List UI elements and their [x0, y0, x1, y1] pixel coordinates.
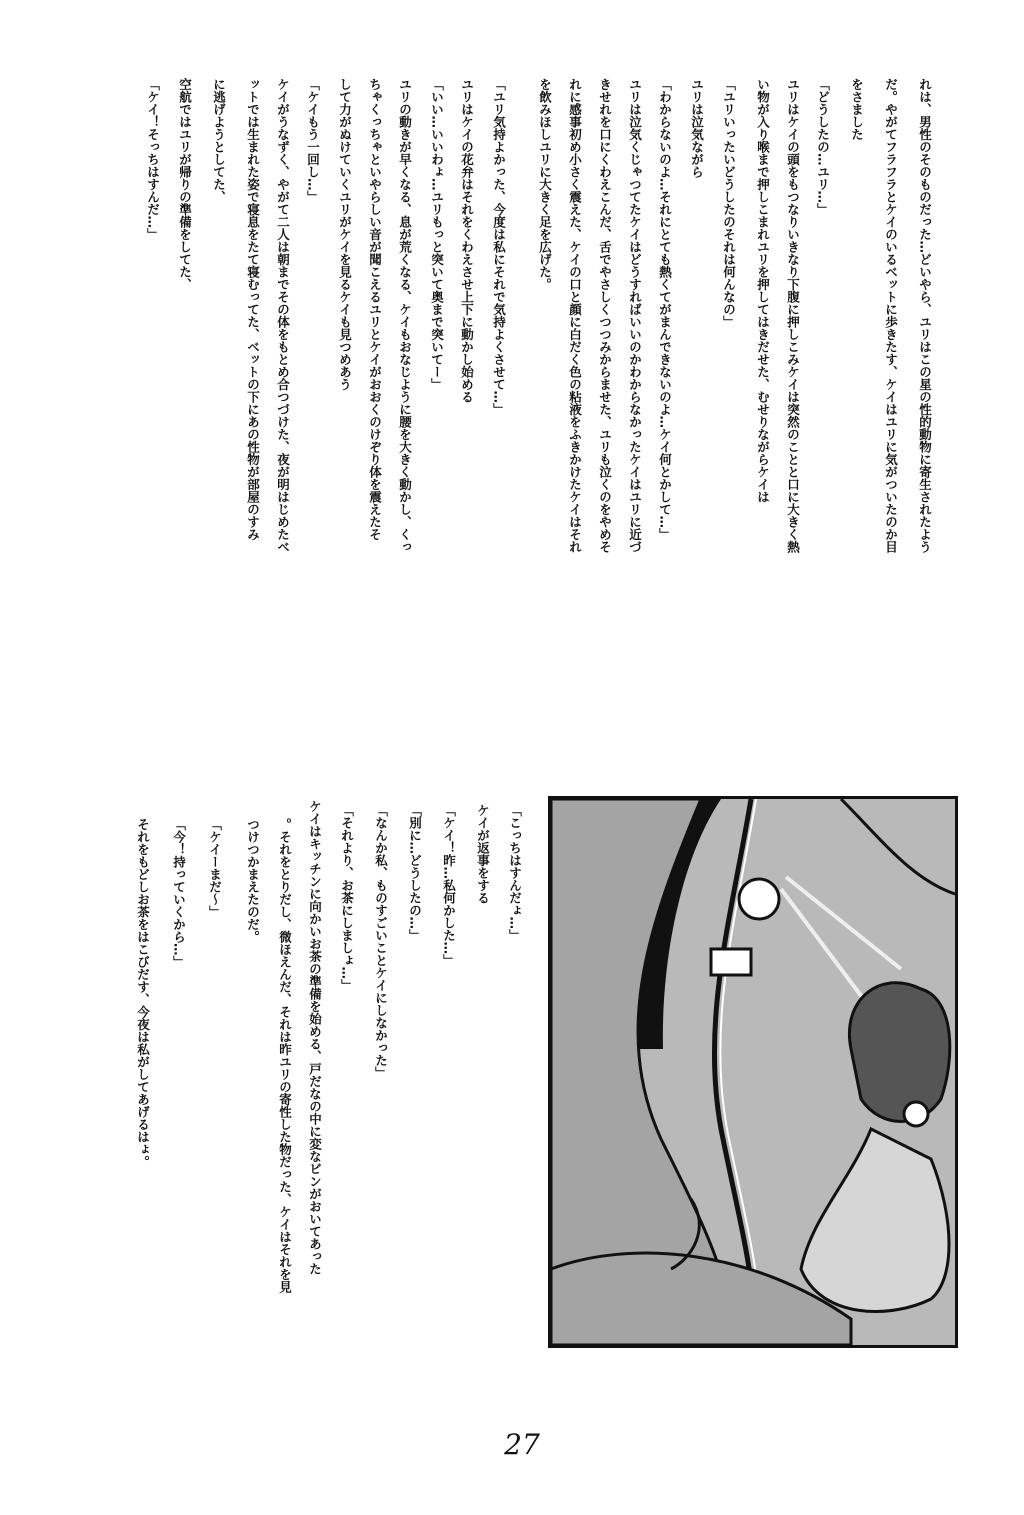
upper-text-block [100, 62, 950, 722]
text-column: ユリはケイの花弁はそれをくわえさせ上下に動かし始める [459, 78, 475, 403]
text-column: ットでは生まれた姿で寝息をたて寝むってた、ベットの下にあの性物が部屋のすみ [245, 78, 261, 541]
text-column: い物が入り喉まで押しこまれユリを押してはきだせた、むせりながらケイは [755, 78, 771, 503]
text-column: 「いい…いいわょ…ユリもっと突いて奥まで突いてー」 [429, 78, 445, 391]
text-column: 「なんか私、ものすごいことケイにしなかった」 [373, 804, 389, 1079]
text-column: 「ケイ！昨…私何かした…」 [441, 804, 457, 967]
text-column: つけつかまえたのだ。 [245, 818, 261, 943]
text-column: して力がぬけていくユリがケイを見るケイも見つめあう [337, 78, 353, 391]
text-column: 「それより、お茶にしましょ…」 [339, 804, 355, 992]
text-column: それをもどしお茶をはこびだす、今夜は私がしてあげるはょ。 [135, 818, 151, 1168]
text-column: 「わからないのよ…それにとても熱くてがまんできないのよ…ケイ何とかして…」 [657, 78, 673, 541]
manga-illustration-panel [548, 796, 958, 1348]
text-column: 「こっちはすんだょ…」 [507, 804, 523, 942]
text-column: に逃げようとしてた、 [211, 78, 227, 203]
illustration-art [551, 799, 955, 1345]
lower-text-block [120, 800, 540, 1410]
text-column: 。それをとりだし、微ほえんだ、それは昨ユリの寄性した物だった、ケイはそれを見 [277, 818, 293, 1293]
text-column: ケイはキッチンに向かいお茶の準備を始める、戸だなの中に変なビンがおいてあった [307, 800, 323, 1275]
text-column: れは、男性のそのものだった…どいやら、ユリはこの星の性的動物に寄生されたよう [917, 78, 933, 553]
text-column: ケイがうなずく、やがて二人は朝までその体をもとめ合つづけた、夜が明はじめたベ [275, 78, 291, 553]
text-column: ケイが返事をする [475, 804, 491, 904]
text-column: 「どうしたの…ユリ…」 [815, 78, 831, 216]
text-column: ユリはケイの頭をもつなりいきなり下腹に押しこみケイは突然のことと口に大きく熱 [785, 78, 801, 553]
text-column: きせれを口にくわえこんだ、舌でやさしくつつみからませた、ユリも泣くのをやめそ [597, 78, 613, 553]
text-column: 「今！持っていくから…」 [171, 818, 187, 968]
text-column: を飲みほしユリに大きく足を広げた。 [537, 78, 553, 291]
text-column: 空航ではユリが帰りの準備をしてた、 [177, 78, 193, 291]
text-column: 「ケイ！そっちはすんだ…」 [145, 78, 161, 241]
text-column: をさました [849, 78, 865, 141]
text-column: ユリの動きが早くなる、息が荒くなる、ケイもおなじように腰を大きく動かし、くっ [397, 78, 413, 553]
page-number: 27 [504, 1428, 540, 1461]
text-column: ユリは泣気くじゃつてたケイはどうすればいいのかわからなかったケイはユリに近づ [627, 78, 643, 553]
text-column: れに感事初め小さく震えた、ケイの口と顔に白だく色の粘液をふきかけたケイはそれ [567, 78, 583, 553]
text-column: だ。やがてフラフラとケイのいるベットに歩きたす、ケイはユリに気がついたのか目 [883, 78, 899, 553]
text-column: 「ケイーまだ～」 [207, 818, 223, 918]
text-column: 「ケイもう一回し…」 [305, 78, 321, 203]
text-column: 「ユリ気持よかった、今度は私にそれで気持よくさせて…」 [491, 78, 507, 416]
text-column: 「ユリいったいどうしたのそれは何んなの」 [721, 78, 737, 328]
text-column: ちゃくっちゃといやらしい音が聞こえるユリとケイがおおくのけぞり体を震えたそ [367, 78, 383, 541]
text-column: 「別に…どうしたの…」 [407, 804, 423, 942]
text-column: ユリは泣気ながら [689, 78, 705, 178]
